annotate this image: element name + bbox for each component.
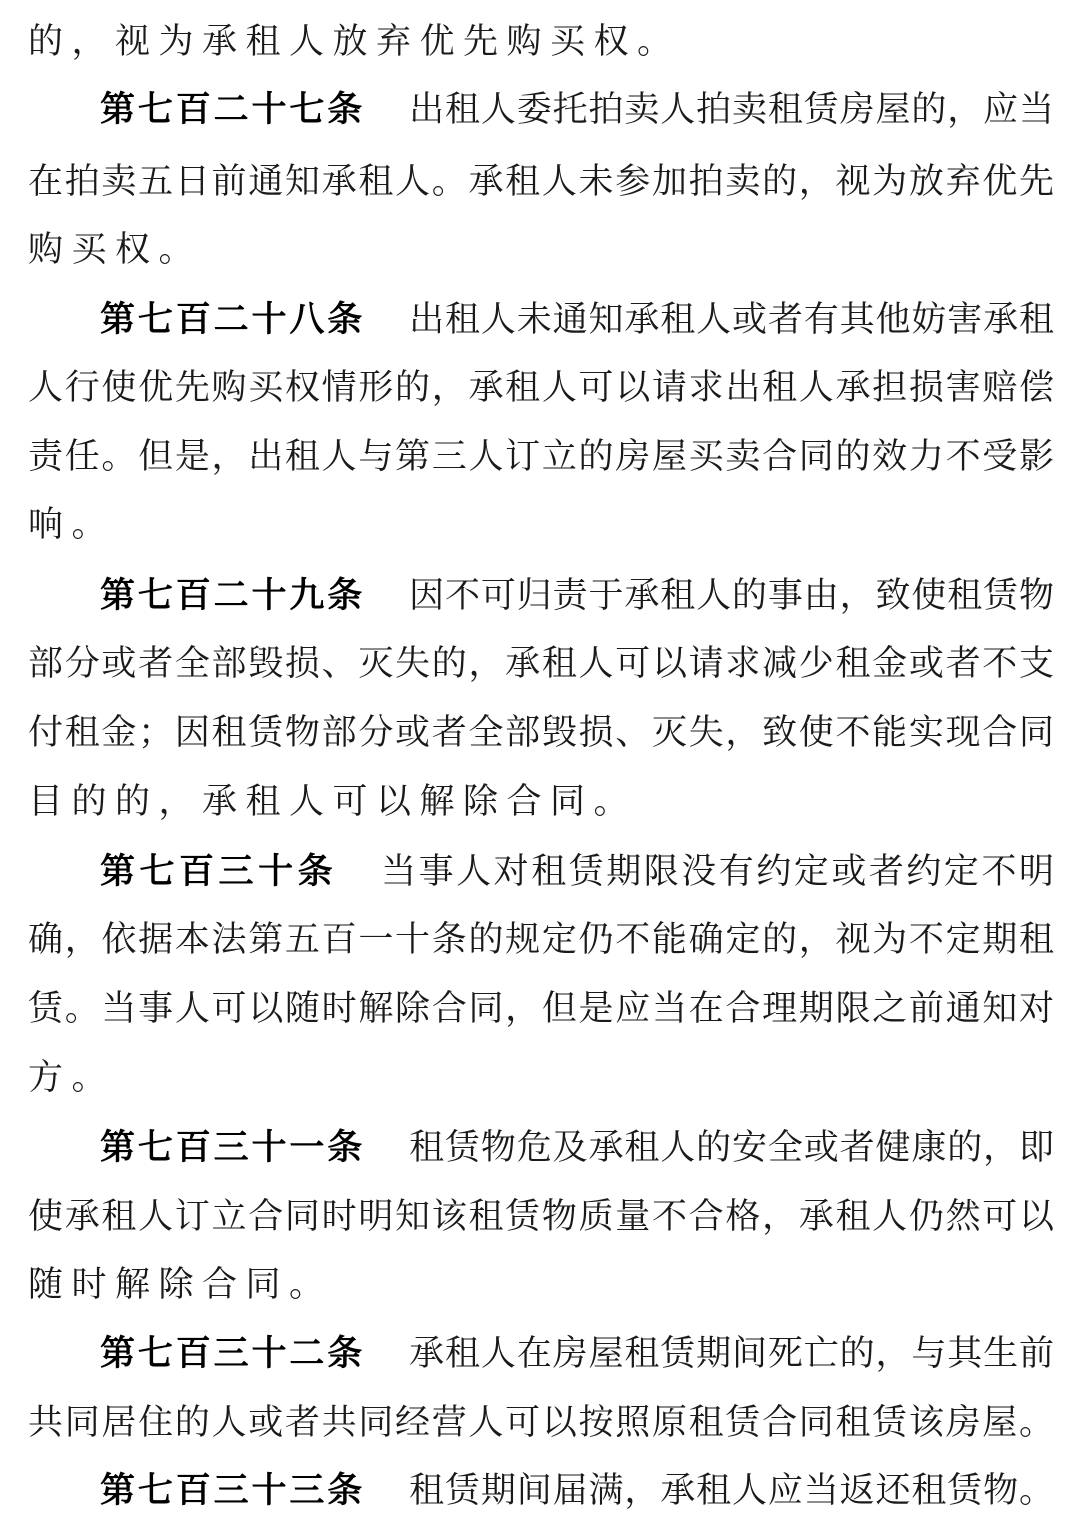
article-heading: 第七百二十七条 [100, 90, 366, 130]
article-heading: 第七百三十三条 [100, 1471, 366, 1511]
text-line: 响。 [28, 505, 116, 545]
article-728-line: 第七百二十八条 出租人未通知承租人或者有其他妨害承租 [100, 300, 1054, 340]
text-line: 随时解除合同。 [28, 1265, 333, 1305]
text-line: 使承租人订立合同时明知该租赁物质量不合格，承租人仍然可以 [28, 1197, 1054, 1237]
article-733-line: 第七百三十三条 租赁期间届满，承租人应当返还租赁物。 [100, 1471, 1054, 1511]
article-heading: 第七百三十二条 [100, 1334, 366, 1374]
text-line: 方。 [28, 1058, 116, 1098]
text-line: 人行使优先购买权情形的，承租人可以请求出租人承担损害赔偿 [28, 368, 1054, 408]
article-heading: 第七百二十八条 [100, 300, 366, 340]
text-line: 的，视为承租人放弃优先购买权。 [28, 22, 681, 62]
text-line: 目的的，承租人可以解除合同。 [28, 782, 638, 822]
article-heading: 第七百二十九条 [100, 576, 366, 616]
article-729-line: 第七百二十九条 因不可归责于承租人的事由，致使租赁物 [100, 576, 1054, 616]
article-727-line: 第七百二十七条 出租人委托拍卖人拍卖租赁房屋的，应当 [100, 90, 1054, 130]
text-line: 责任。但是，出租人与第三人订立的房屋买卖合同的效力不受影 [28, 437, 1054, 477]
article-heading: 第七百三十条 [100, 852, 338, 892]
text-line: 部分或者全部毁损、灭失的，承租人可以请求减少租金或者不支 [28, 644, 1054, 684]
text-line: 付租金；因租赁物部分或者全部毁损、灭失，致使不能实现合同 [28, 713, 1054, 753]
text-line: 确，依据本法第五百一十条的规定仍不能确定的，视为不定期租 [28, 920, 1054, 960]
text-line: 赁。当事人可以随时解除合同，但是应当在合理期限之前通知对 [28, 989, 1054, 1029]
article-731-line: 第七百三十一条 租赁物危及承租人的安全或者健康的，即 [100, 1128, 1054, 1168]
text-line: 购买权。 [28, 230, 203, 270]
article-heading: 第七百三十一条 [100, 1128, 366, 1168]
text-line: 在拍卖五日前通知承租人。承租人未参加拍卖的，视为放弃优先 [28, 162, 1054, 202]
article-732-line: 第七百三十二条 承租人在房屋租赁期间死亡的，与其生前 [100, 1334, 1054, 1374]
text-line: 共同居住的人或者共同经营人可以按照原租赁合同租赁该房屋。 [28, 1403, 1054, 1443]
article-730-line: 第七百三十条 当事人对租赁期限没有约定或者约定不明 [100, 852, 1054, 892]
